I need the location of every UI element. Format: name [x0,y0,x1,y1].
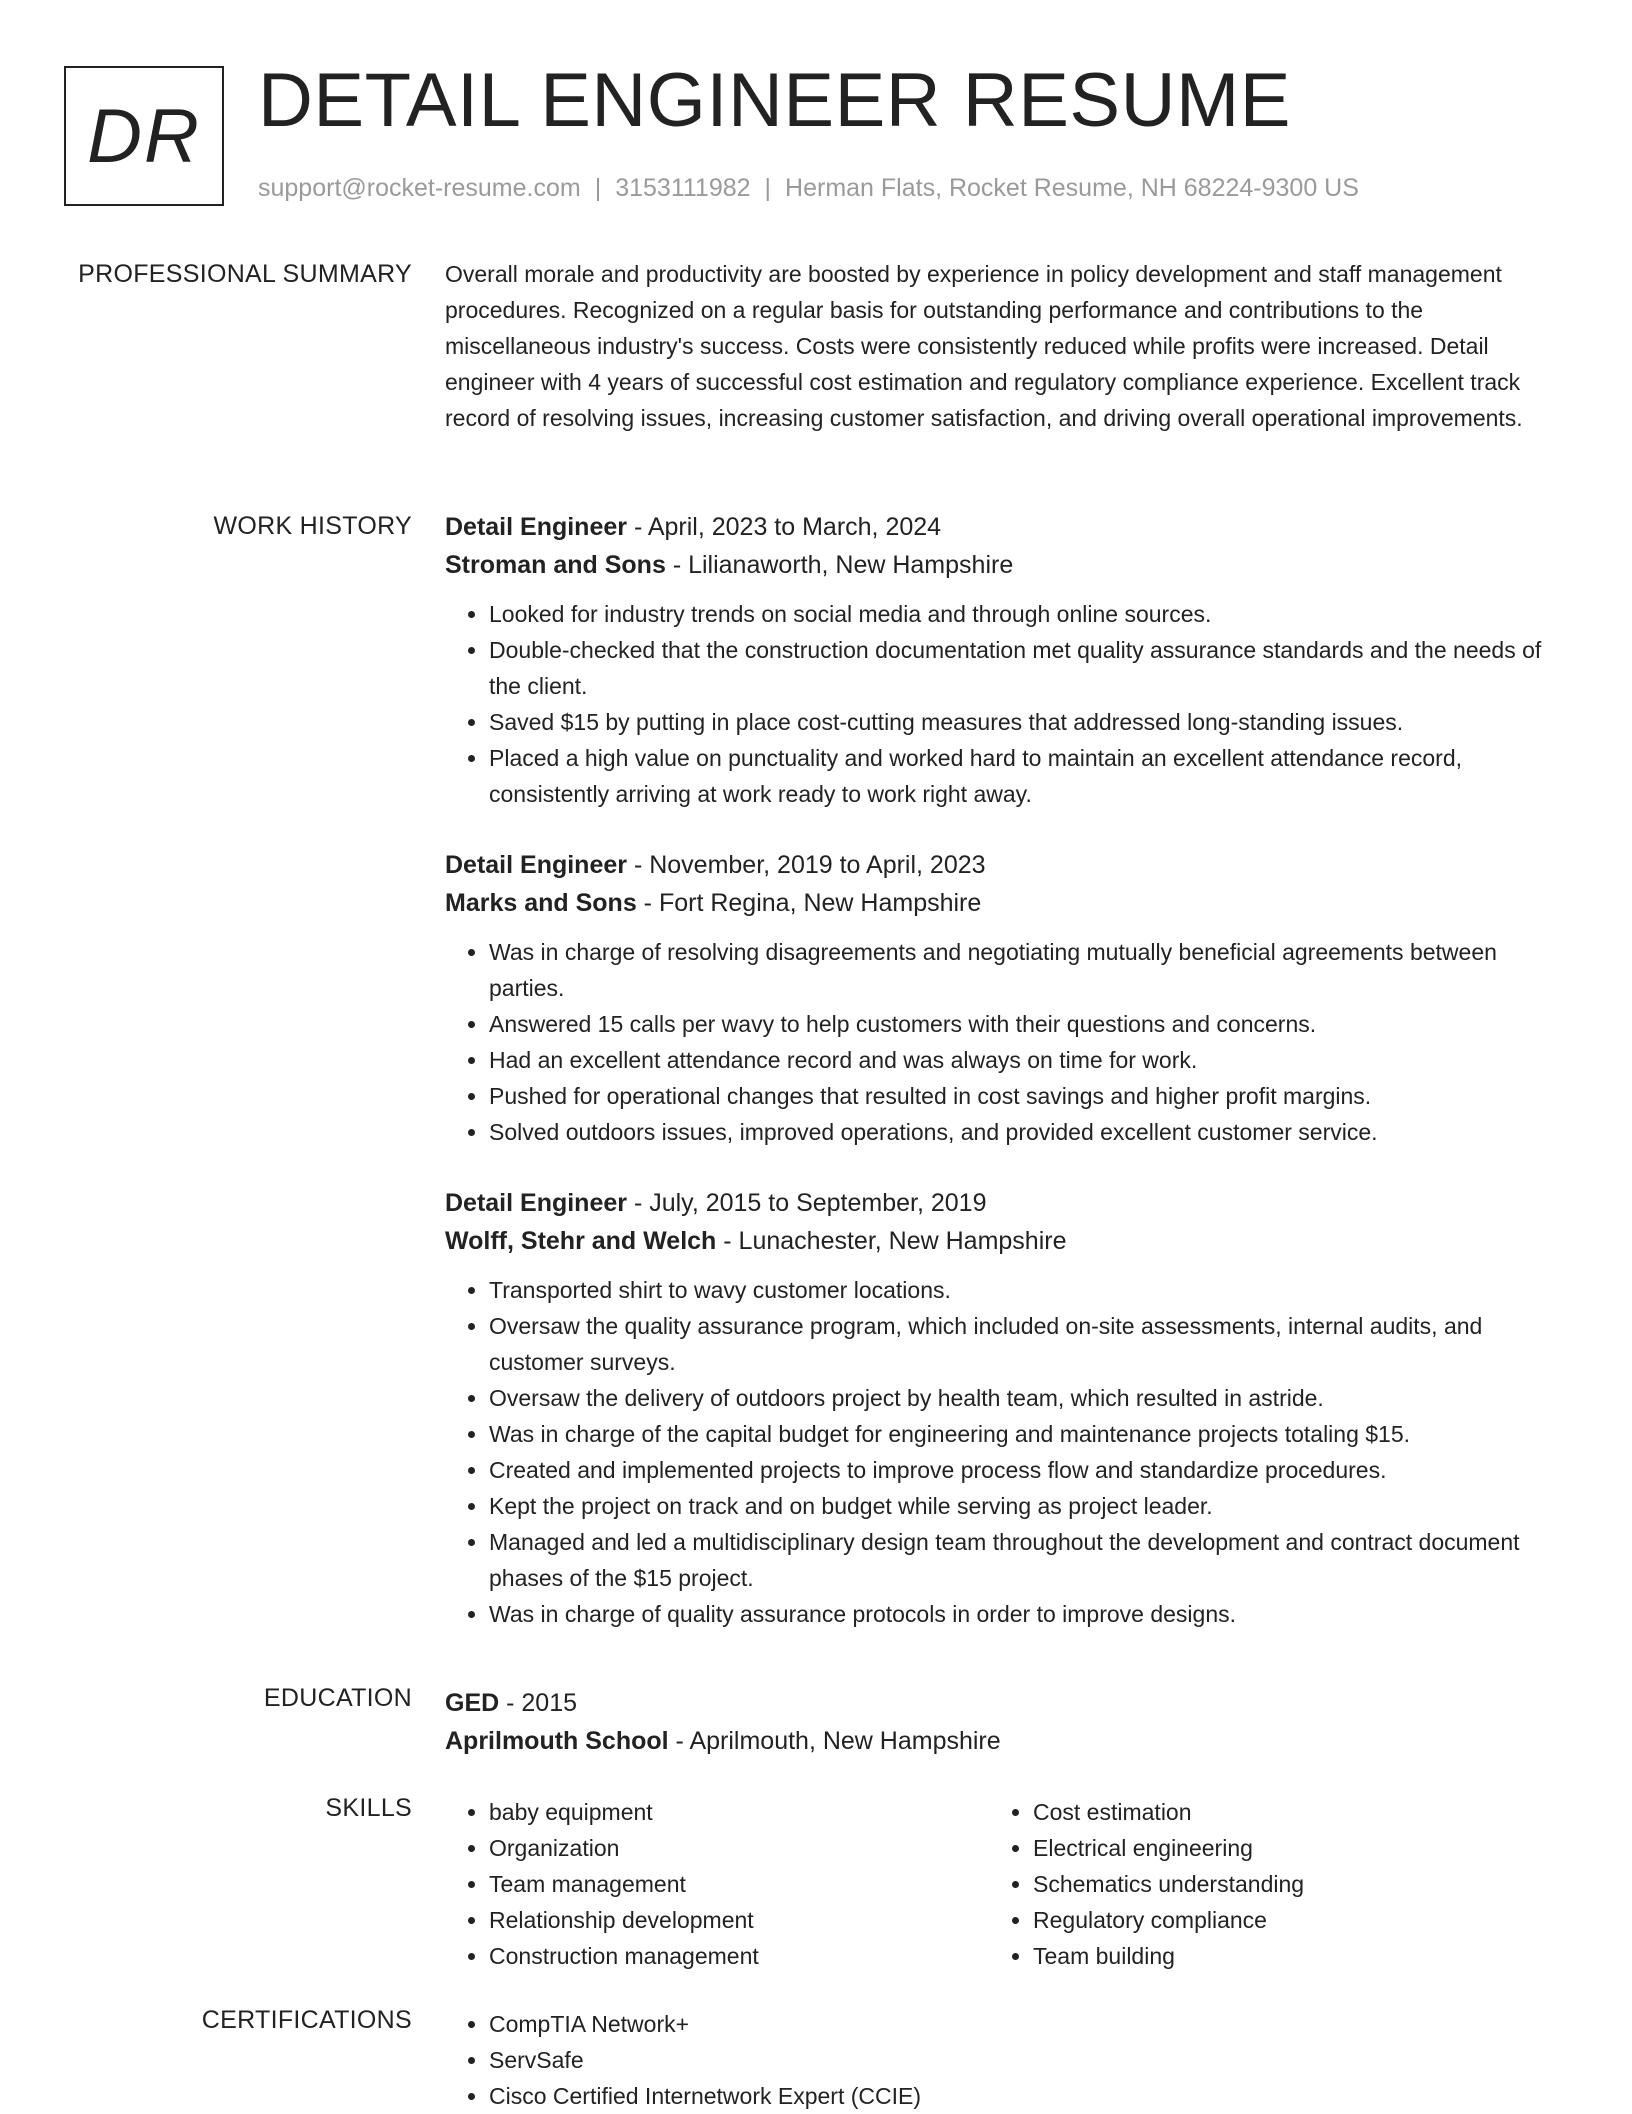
job-location: - Lilianaworth, New Hampshire [665,551,1014,579]
skill-item: • Cost estimation [1033,1794,1533,1830]
job-location: - Lunachester, New Hampshire [716,1227,1067,1255]
certification-item: • Cisco Certified Internetwork Expert (CCIE) [489,2078,1570,2114]
skill-item: • Regulatory compliance [1033,1902,1533,1938]
skill-item: • Relationship development [489,1902,989,1938]
job-bullet: • Was in charge of resolving disagreements and negotiating mutually beneficial agreements between parties. [489,934,1570,1006]
monogram-initials: DR [87,93,201,179]
contact-address: Herman Flats, Rocket Resume, NH 68224-9300 US [785,174,1359,202]
job-bullet: • Was in charge of the capital budget for engineering and maintenance projects totaling $15. [489,1416,1570,1452]
job-title-line [445,508,1570,546]
job-title-line [445,1184,1570,1222]
skill-item: • Team management [489,1866,989,1902]
job-entry [445,846,1570,1150]
job-bullet: • Pushed for operational changes that resulted in cost savings and higher profit margins. [489,1078,1570,1114]
education-school-line [445,1722,1570,1760]
job-bullet: • Looked for industry trends on social media and through online sources. [489,596,1570,632]
job-bullet: • Created and implemented projects to improve process flow and standardize procedures. [489,1452,1570,1488]
job-dates: - November, 2019 to April, 2023 [627,851,986,879]
job-bullet: • Kept the project on track and on budget while serving as project leader. [489,1488,1570,1524]
job-dates: - July, 2015 to September, 2019 [627,1189,987,1217]
job-bullet: • Transported shirt to wavy customer locations. [489,1272,1570,1308]
certification-item: • ServSafe [489,2042,1570,2078]
contact-separator: | [764,174,772,202]
job-company: Marks and Sons [445,889,637,917]
contact-line [258,174,1359,203]
skill-item: • Construction management [489,1938,989,1974]
job-company-line [445,1222,1570,1260]
skills-grid [445,1794,1570,1974]
job-entry [445,1184,1570,1632]
contact-phone: 3153111982 [615,174,751,202]
skill-item: • Team building [1033,1938,1533,1974]
job-bullet: • Placed a high value on punctuality and worked hard to maintain an excellent attendance record, consistently arriving at work ready to work right away. [489,740,1570,812]
job-bullet: • Oversaw the quality assurance program, which included on-site assessments, internal audits, and customer surveys. [489,1308,1570,1380]
skill-item: • Organization [489,1830,989,1866]
job-bullet: • Saved $15 by putting in place cost-cutting measures that addressed long-standing issues. [489,704,1570,740]
education-degree: GED [445,1689,500,1717]
education-year: - 2015 [499,1689,578,1717]
job-company: Stroman and Sons [445,551,666,579]
certifications-list [445,2006,1570,2114]
certification-item: • CompTIA Network+ [489,2006,1570,2042]
job-location: - Fort Regina, New Hampshire [636,889,982,917]
skill-item: • baby equipment [489,1794,989,1830]
job-bullet: • Was in charge of quality assurance protocols in order to improve designs. [489,1596,1570,1632]
job-bullet: • Answered 15 calls per wavy to help customers with their questions and concerns. [489,1006,1570,1042]
job-bullet: • Double-checked that the construction documentation met quality assurance standards and the needs of the client. [489,632,1570,704]
contact-separator: | [594,174,602,202]
education-location: - Aprilmouth, New Hampshire [668,1727,1001,1755]
job-title: Detail Engineer [445,1189,627,1217]
job-bullet: • Solved outdoors issues, improved operations, and provided excellent customer service. [489,1114,1570,1150]
section-label-summary: PROFESSIONAL SUMMARY [78,260,412,288]
monogram-box [64,66,224,206]
skill-item: • Electrical engineering [1033,1830,1533,1866]
section-label-work-history: WORK HISTORY [213,512,412,540]
section-label-certifications: CERTIFICATIONS [201,2006,412,2034]
job-bullets [445,934,1570,1150]
summary-text: Overall morale and productivity are boosted by experience in policy development and staff management procedures. Recognized on a regular basis for outstanding performance and contributions to the miscellaneous industry's success. Costs were consistently reduced while profits were increased. Detail engineer with 4 years of successful cost estimation and regulatory compliance experience. Excellent track record of resolving issues, increasing customer satisfaction, and driving overall operational improvements. [445,261,1523,431]
skills-column-right [989,1794,1533,1974]
job-bullets [445,1272,1570,1632]
contact-email: support@rocket-resume.com [258,174,581,202]
resume-title: DETAIL ENGINEER RESUME [258,58,1291,143]
job-company: Wolff, Stehr and Welch [445,1227,717,1255]
job-company-line [445,884,1570,922]
job-title: Detail Engineer [445,851,627,879]
job-company-line [445,546,1570,584]
job-bullet: • Oversaw the delivery of outdoors project by health team, which resulted in astride. [489,1380,1570,1416]
job-title: Detail Engineer [445,513,627,541]
section-label-education: EDUCATION [263,1684,412,1712]
section-label-skills: SKILLS [325,1794,412,1822]
job-entry [445,508,1570,812]
job-bullets [445,596,1570,812]
education-degree-line [445,1684,1570,1722]
skills-column-left [445,1794,989,1974]
job-dates: - April, 2023 to March, 2024 [627,513,942,541]
job-title-line [445,846,1570,884]
job-bullet: • Managed and led a multidisciplinary design team throughout the development and contract document phases of the $15 project. [489,1524,1570,1596]
skill-item: • Schematics understanding [1033,1866,1533,1902]
education-school: Aprilmouth School [445,1727,669,1755]
job-bullet: • Had an excellent attendance record and was always on time for work. [489,1042,1570,1078]
